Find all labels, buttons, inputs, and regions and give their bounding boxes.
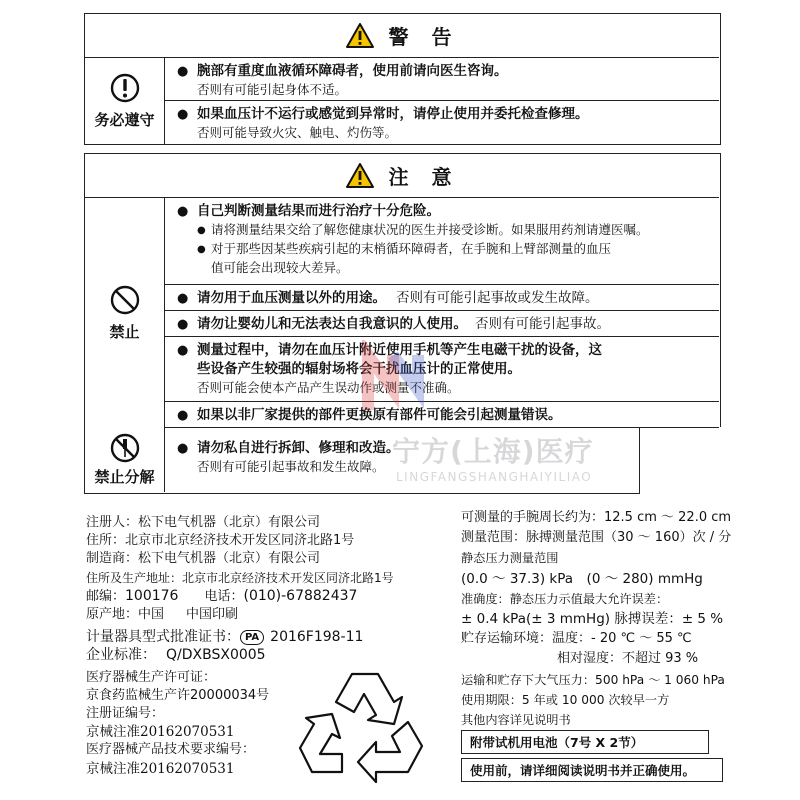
warning-title: 警 告 (388, 25, 460, 49)
storage: 贮存运输环境：温度：- 20 ℃ ～ 55 ℃ (461, 631, 692, 647)
static-range: (0.0 ～ 37.3) kPa (0 ～ 280) mmHg (461, 570, 703, 587)
caution-item-tail: 否则有可能引起事故。 (475, 316, 610, 332)
warning-header (85, 14, 719, 58)
static-label: 静态压力测量范围 (461, 551, 559, 566)
prohibit-icon (110, 285, 140, 315)
warning-triangle-icon (345, 22, 375, 49)
bullet-icon: ● (177, 317, 189, 332)
read-manual-box (461, 758, 723, 782)
warning-item-text: 腕部有重度血液循环障碍者，使用前请向医生咨询。 (197, 63, 508, 79)
caution-item-text: 自己判断测量结果而进行治疗十分危险。 (197, 203, 440, 219)
caution-title: 注 意 (388, 165, 460, 189)
caution-item-text: 请勿让婴幼儿和无法表达自我意识的人使用。 (197, 316, 467, 332)
bullet-icon: ● (177, 64, 189, 79)
humidity: 相对湿度：不超过 93 % (557, 651, 699, 667)
battery-text: 附带试机用电池（7号 X 2节） (470, 735, 644, 750)
caution-item (165, 198, 719, 285)
caution-triangle-icon (345, 162, 375, 189)
standard: Q/DXBSX0005 (166, 647, 266, 664)
caution-bullet: 请将测量结果交给了解您健康状况的医生并接受诊断。如果服用药剂请遵医嘱。 (211, 222, 649, 237)
tech-req: 京械注准20162070531 (86, 760, 235, 777)
small-bullet-icon: ● (197, 244, 206, 255)
accuracy: 准确度：静态压力示值最大允许误差： (461, 591, 669, 606)
production-address: 住所及生产地址：北京市北京经济技术开发区同济北路1号 (86, 570, 394, 585)
caution-item-text: 测量过程中，请勿在血压计附近使用手机等产生电磁干扰的设备，这 (197, 342, 602, 358)
no-disassembly-icon (108, 433, 142, 463)
pressure: 运输和贮存下大气压力：500 hPa ～ 1 060 hPa (461, 672, 725, 687)
prohibit-side-cell (85, 198, 165, 428)
tech-req-label: 医疗器械产品技术要求编号： (86, 742, 256, 758)
measure-range: 测量范围：脉搏测量范围（30 ～ 160）次 / 分 (461, 530, 732, 546)
bullet-icon: ● (177, 408, 189, 423)
bullet-icon: ● (177, 204, 189, 219)
standard-label: 企业标准： (86, 647, 156, 664)
bullet-icon: ● (177, 107, 189, 122)
bullet-icon: ● (177, 291, 189, 306)
disassembly-side-label: 禁止分解 (94, 467, 155, 486)
watermark-cn: 宁方(上海)医疗 (392, 435, 594, 468)
warning-side-cell (85, 58, 165, 144)
caution-item (165, 311, 719, 337)
caution-bullet-cont: 值可能会出现较大差异。 (211, 260, 349, 275)
warning-item-sub: 否则有可能引起身体不适。 (197, 82, 348, 97)
printed: 中国印刷 (186, 607, 239, 623)
caution-item-sub: 否则有可能引起事故和发生故障。 (197, 459, 385, 474)
mfg-license: 京食药监械生产许20000034号 (86, 687, 270, 703)
right-info (461, 509, 791, 729)
phone-label: 电话： (204, 588, 244, 604)
wrist-range: 可测量的手腕周长约为：12.5 cm ～ 22.0 cm (461, 510, 732, 525)
pa-mark-icon: PA (240, 630, 264, 645)
registrant: 注册人：松下电气机器（北京）有限公司 (86, 515, 321, 530)
caution-item-text: 些设备产生较强的辐射场将会干扰血压计的正常使用。 (197, 361, 521, 377)
warning-item-sub: 否则可能导致火灾、触电、灼伤等。 (197, 125, 398, 140)
warning-item (165, 101, 719, 144)
caution-item-sub: 否则可能会使本产品产生误动作或测量不准确。 (197, 380, 460, 395)
postcode-label: 邮编： (86, 588, 126, 604)
meter-cert: 2016F198-11 (270, 629, 364, 646)
caution-item-text: 请勿私自进行拆卸、修理和改造。 (197, 440, 400, 456)
accuracy-value: ± 0.4 kPa(± 3 mmHg) 脉搏误差：± 5 % (461, 611, 724, 628)
address: 住所：北京市北京经济技术开发区同济北路1号 (86, 533, 355, 549)
meter-cert-label: 计量器具型式批准证书： (86, 629, 240, 646)
warning-side-label: 务必遵守 (94, 110, 155, 129)
caution-item-text: 请勿用于血压测量以外的用途。 (197, 290, 386, 306)
origin: 原产地：中国 (86, 607, 165, 623)
caution-item (165, 285, 719, 311)
bullet-icon: ● (177, 441, 189, 456)
mfg-license-label: 医疗器械生产许可证： (86, 669, 217, 685)
caution-item (165, 402, 719, 428)
warning-box (84, 13, 721, 145)
caution-item (165, 337, 719, 402)
caution-bullet: 对于那些因某些疾病引起的末梢循环障碍者，在手腕和上臂部测量的血压 (211, 241, 612, 256)
other-info: 其他内容详见说明书 (461, 713, 571, 728)
recycle-icon (290, 662, 440, 792)
lifetime: 使用期限：5 年或 10 000 次较早一方 (461, 692, 670, 707)
reg-cert-label: 注册证编号： (86, 706, 165, 722)
caution-header (85, 154, 719, 198)
bullet-icon: ● (177, 343, 189, 358)
postcode: 100176 (125, 587, 179, 604)
watermark-en: LINGFANGSHANGHAIYILIAO (396, 470, 593, 484)
watermark-logo-icon (348, 340, 438, 420)
disassembly-box (84, 427, 640, 494)
manufacturer: 制造商：松下电气机器（北京）有限公司 (86, 551, 321, 567)
read-manual-text: 使用前，请详细阅读说明书并正确使用。 (470, 763, 696, 778)
mandatory-exclamation-icon (110, 73, 140, 103)
disassembly-side-cell (85, 427, 165, 492)
caution-item-tail: 否则有可能引起事故或发生故障。 (396, 290, 599, 306)
prohibit-side-label: 禁止 (109, 322, 140, 341)
warning-item-text: 如果血压计不运行或感觉到异常时，请停止使用并委托检查修理。 (197, 106, 589, 122)
reg-cert: 京械注准20162070531 (86, 724, 235, 741)
caution-item-text: 如果以非厂家提供的部件更换原有部件可能会引起测量错误。 (197, 407, 562, 423)
caution-item (165, 427, 639, 492)
small-bullet-icon: ● (197, 225, 206, 236)
warning-item (165, 58, 719, 101)
battery-box (461, 730, 709, 754)
phone: (010)-67882437 (243, 587, 358, 604)
